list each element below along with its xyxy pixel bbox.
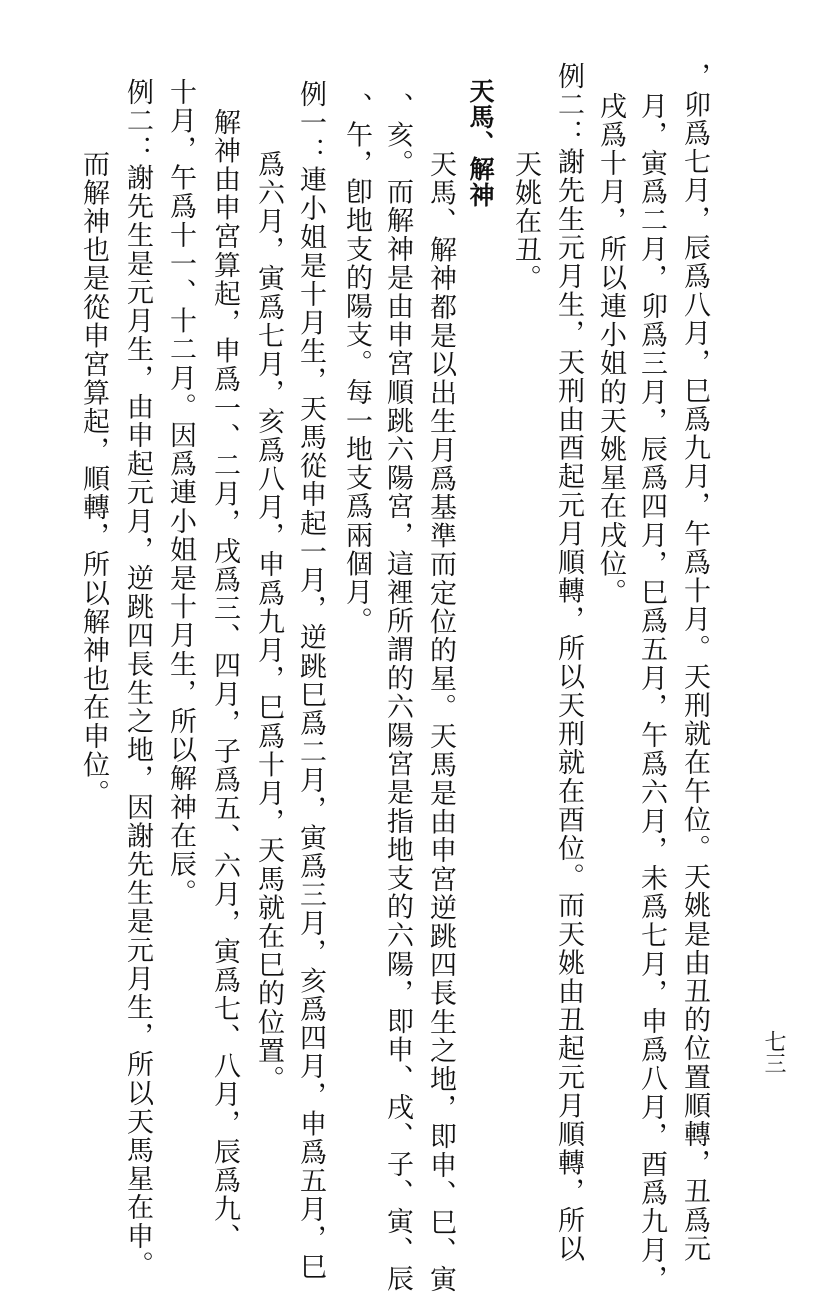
text-column-10: 例一：連小姐是十月生，天馬從申起一月，逆跳巳爲二月，寅爲三月，亥爲四月，申爲五月，巳 [295, 80, 326, 1282]
text-column-4: 例二：謝先生元月生，天刑由酉起元月順轉，所以天刑就在酉位。而天姚由丑起元月順轉，所以 [553, 62, 584, 1264]
text-column-9: 、午，卽地支的陽支。每一地支爲兩個月。 [341, 92, 372, 636]
text-column-14: 例二：謝先生是元月生，由申起元月，逆跳四長生之地，因謝先生是元月生，所以天馬星在申。 [122, 78, 153, 1280]
text-column-13: 十月，午爲十一、十二月。因爲連小姐是十月生，所以解神在辰。 [165, 78, 196, 908]
page-number: 七三 [761, 1030, 786, 1074]
text-column-12: 解神由申宮算起，申爲一、二月，戌爲三、四月，子爲五、六月，寅爲七、八月，辰爲九、 [209, 108, 240, 1252]
text-column-7: 天馬、解神都是以出生月爲基準而定位的星。天馬是由申宮逆跳四長生之地，即申、巳、寅 [425, 150, 456, 1294]
text-column-5: 天姚在丑。 [510, 150, 541, 293]
text-column-11: 爲六月，寅爲七月，亥爲八月，申爲九月，巳爲十月，天馬就在巳的位置。 [253, 150, 284, 1094]
text-column-2: 月，寅爲二月，卯爲三月，辰爲四月，巳爲五月，午爲六月，未爲七月，申爲八月，酉爲九月， [636, 92, 667, 1294]
section-heading: 天馬、解神 [466, 78, 495, 208]
text-column-1: ，卯爲七月，辰爲八月，巳爲九月，午爲十月。天刑就在午位。天姚是由丑的位置順轉，丑爲元 [679, 62, 710, 1264]
text-column-3: 戌爲十月，所以連小姐的天姚星在戌位。 [595, 92, 626, 607]
text-column-8: 、亥。而解神是由申宮順跳六陽宮，這裡所謂的六陽宮是指地支的六陽，即申、戌、子、寅、辰 [382, 92, 413, 1294]
text-column-15: 而解神也是從申宮算起，順轉，所以解神也在申位。 [78, 150, 109, 808]
